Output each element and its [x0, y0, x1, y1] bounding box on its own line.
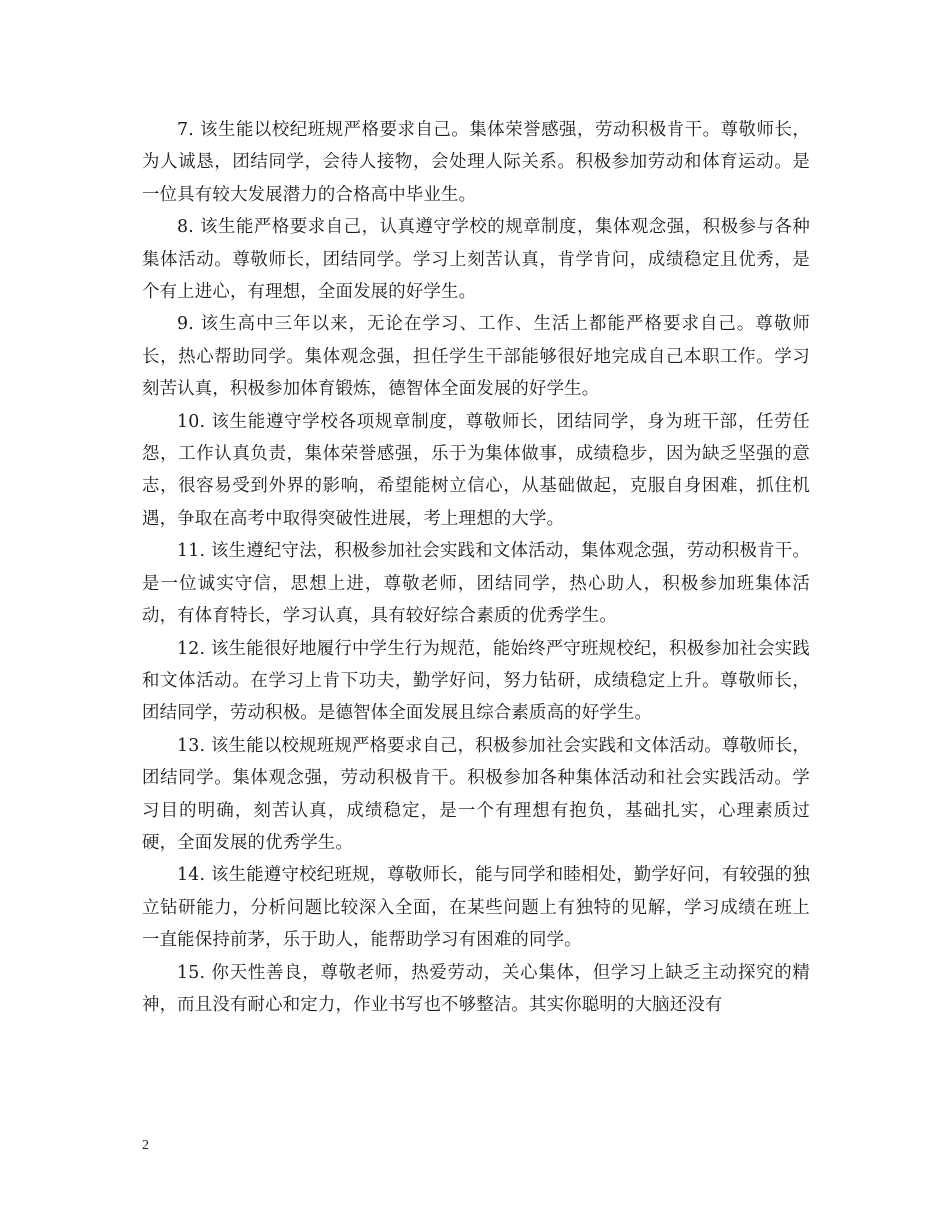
paragraph-9: 9. 该生高中三年以来，无论在学习、工作、生活上都能严格要求自己。尊敬师长，热心帮助同学。集体观念强，担任学生干部能够很好地完成自己本职工作。学习刻苦认真，积极参加体育锻炼，德智体全面发展的好学生。: [142, 314, 810, 400]
paragraph-14: 14. 该生能遵守校纪班规，尊敬师长，能与同学和睦相处，勤学好问，有较强的独立钻研能力，分析问题比较深入全面，在某些问题上有独特的见解，学习成绩在班上一直能保持前茅，乐于助人，能帮助学习有困难的同学。: [142, 865, 810, 951]
paragraph-10: 10. 该生能遵守学校各项规章制度，尊敬师长，团结同学，身为班干部，任劳任怨，工作认真负责，集体荣誉感强，乐于为集体做事，成绩稳步，因为缺乏坚强的意志，很容易受到外界的影响，希望能树立信心，从基础做起，克服自身困难，抓住机遇，争取在高考中取得突破性进展，考上理想的大学。: [142, 411, 810, 529]
page-number: 2: [142, 1138, 149, 1153]
paragraph-7: 7. 该生能以校纪班规严格要求自己。集体荣誉感强，劳动积极肯干。尊敬师长，为人诚恳，团结同学，会待人接物，会处理人际关系。积极参加劳动和体育运动。是一位具有较大发展潜力的合格高中毕业生。: [142, 120, 810, 205]
paragraph-13: 13. 该生能以校规班规严格要求自己，积极参加社会实践和文体活动。尊敬师长，团结同学。集体观念强，劳动积极肯干。积极参加各种集体活动和社会实践活动。学习目的明确，刻苦认真，成绩稳定，是一个有理想有抱负，基础扎实，心理素质过硬，全面发展的优秀学生。: [142, 735, 810, 853]
document-body: [142, 114, 810, 1021]
paragraph-15: 15. 你天性善良，尊敬老师，热爱劳动，关心集体，但学习上缺乏主动探究的精神，而且没有耐心和定力，作业书写也不够整洁。其实你聪明的大脑还没有: [142, 962, 810, 1015]
paragraph-11: 11. 该生遵纪守法，积极参加社会实践和文体活动，集体观念强，劳动积极肯干。是一位诚实守信，思想上进，尊敬老师，团结同学，热心助人，积极参加班集体活动，有体育特长，学习认真，具有较好综合素质的优秀学生。: [142, 541, 810, 627]
paragraph-8: 8. 该生能严格要求自己，认真遵守学校的规章制度，集体观念强，积极参与各种集体活动。尊敬师长，团结同学。学习上刻苦认真，肯学肯问，成绩稳定且优秀，是个有上进心，有理想，全面发展的好学生。: [142, 217, 810, 303]
paragraph-12: 12. 该生能很好地履行中学生行为规范，能始终严守班规校纪，积极参加社会实践和文体活动。在学习上肯下功夫，勤学好问，努力钻研，成绩稳定上升。尊敬师长，团结同学，劳动积极。是德智体全面发展且综合素质高的好学生。: [142, 638, 810, 724]
